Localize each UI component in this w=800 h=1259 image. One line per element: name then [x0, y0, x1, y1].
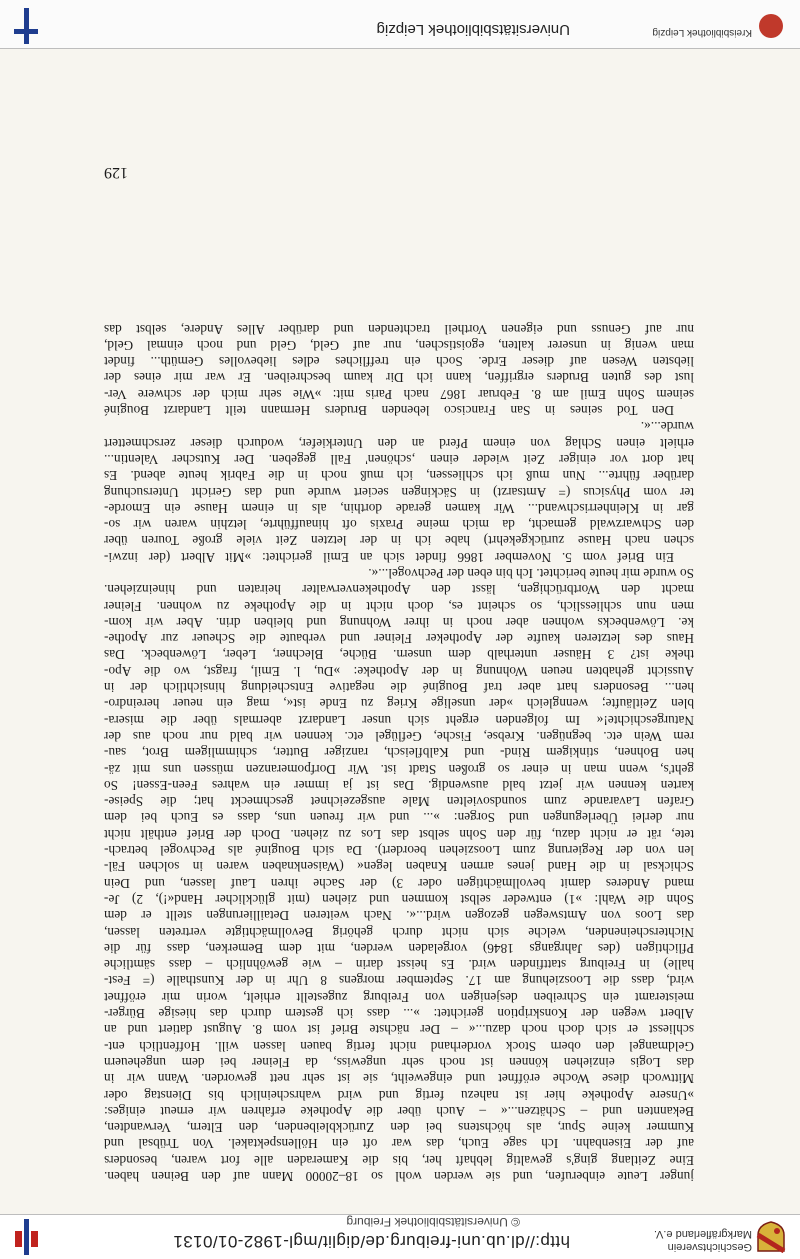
library-logo-icon [12, 8, 40, 44]
text-line: gar in Kleinherrischwand... Wir kamen gerade dorthin, als in einem Hause ein Emorde- [104, 500, 694, 516]
text-line: darüber führte... Nun muß ich schliessen, ich muß noch in die Fabrik heute abend. Es [104, 468, 694, 484]
text-line: Pflichtigen (des Jahrgangs 1846) vorgeladen werden, mit dem Bemerken, dass für die [104, 940, 694, 956]
text-line: karten kennen wir jetzt bald auswendig. Das ist ja immer ein wahres Feen-Essen! So [104, 777, 694, 793]
text-line: ter vom Physicus (= Amtsarzt) in Säckingen seciert wurde und das Gericht Untersuchung [104, 484, 694, 500]
text-line: Bekannten und – Schätzen...« – Auch über die Apotheke erfahren wir erneut einiges: [104, 1103, 694, 1119]
text-line: halle) in Freiburg stattfinden wird. Es heisst darin – wie gewöhnlich – dass sämtliche [104, 957, 694, 973]
header-left-label: Kreisbibliothek Leipzig [652, 27, 752, 38]
text-line: men nun schliesslich, so scheint es, doch nicht in die Apotheke zu wohnen. Fleiner [104, 598, 694, 614]
text-line: seinem Sohn Emil am 8. Februar 1867 nach Paris mit: »Wie sehr mich der schwere Ver- [104, 386, 694, 402]
text-line: man wenig in unserer kalten, egoistischen, nur auf Geld, Geld und noch einmal Geld, [104, 337, 694, 353]
text-line: Mittwoch diese Woche eröffnet und eingeweiht, sie ist sehr nett geworden. Wann wir in [104, 1071, 694, 1087]
text-line: nur auf Genuss und eigenen Vortheil trachtenden und darüber Alles Andere, selbst das [104, 321, 694, 337]
text-line: tete, rät er nicht dazu, für den Sohn selbst das Los zu ziehen. Doch der Brief enthält nicht [104, 826, 694, 842]
society-crest-icon [756, 1221, 786, 1253]
text-line: hat dort vor einiger Zeit wieder einen ‚schönen' Fall gegeben. Der Kutscher Valentin... [104, 451, 694, 467]
document-body [104, 320, 694, 1184]
text-line: So wurde mir heute berichtet. Ich bin eben der Pechvogel...«. [368, 566, 694, 582]
text-line: Ein Brief vom 5. November 1866 findet sich an Emil gerichtet: »Mit Albert (der inzwi- [104, 549, 674, 565]
library-label: Universitätsbibliothek Leipzig [376, 21, 570, 38]
text-line: lust des guten Bruders ergriffen, kann ich Dir kaum beschreiben. Er war mir eines der [104, 370, 694, 386]
text-line: wurde...«. [640, 419, 694, 435]
text-line: Kummer keine Spur, als höchstens bei den Zurückbleibenden, den Eltern, Verwandten, [104, 1120, 694, 1136]
text-line: hen... Besonders hart aber traf Bouginé die negative Entscheidung hinsichtlich der in [104, 680, 694, 696]
text-line: Albert wegen der Konskription gerichtet: »... dass ich gestern durch das hiesige Bürger- [104, 1006, 694, 1022]
text-line: geht's, wenn man in einer so großen Stadt ist. Wir Dorfpomeranzen müssen uns mit zä- [104, 761, 694, 777]
text-line: Grafen Lavarande zum soundsovielten Male ausgezeichnet geschmeckt hat; die Speise- [104, 794, 694, 810]
text-line: Eine Zeitlang ging's gewaltig lebhaft her, bis die Kameraden alle fort waren, besonders [104, 1152, 694, 1168]
text-line: macht den Wortbrüchigen, lässt den Apothekenverwalter heiraten und hineinziehen. [104, 582, 694, 598]
text-line: Aussicht gehabten neuen Wohnung in der Apotheke: »Du, l. Emil, fragst, wo die Apo- [104, 663, 694, 679]
crest-icon [756, 10, 786, 42]
text-line: schliesst er sich doch noch dazu...« – Der nächste Brief ist vom 8. August datiert und an [104, 1022, 694, 1038]
text-line: mand Anderes damit bevollmächtigen oder 3) der Sache ihren Lauf lassen, und Dein [104, 875, 694, 891]
text-line: theke ist? 3 Häuser unterhalb dem unsern. Büche, Blechner, Leber, Löwenbeck. Das [104, 647, 694, 663]
text-line: Nichterscheinenden, welche sich nicht durch gehörig Bevollmächtigte vertreten lassen, [104, 924, 694, 940]
text-line: blen Zeitläufte; wenngleich »der unselige Krieg zu Ende ist«, mag ein neuer hereindro- [104, 696, 694, 712]
text-line: das Logis einziehen können ist noch sehr ungewiss, da Fleiner bei dem ungeheuern [104, 1054, 694, 1070]
text-line: Naturgeschichte!« Im folgenden ergeht sich unser Landarzt abermals über die misera- [104, 712, 694, 728]
bottom-watermark-bar [0, 0, 800, 49]
text-line: auf der Eisenbahn. Ich sage Euch, das war oft ein Höllenspektakel. Von Trübsal und [104, 1136, 694, 1152]
text-line: Schicksal in die Hand jenes armen Knaben legen« (Waisenknaben waren in solchen Fäl- [104, 859, 694, 875]
copyright-notice: © Universitätsbibliothek Freiburg [346, 1215, 520, 1229]
society-label: Geschichtsverein Markgräflerland e.V. [653, 1228, 752, 1253]
text-line: junger Leute einberufen, und sie werden wohl so 18–20000 Mann auf den Beinen haben. [104, 1169, 694, 1184]
document-url[interactable]: http://dl.ub.uni-freiburg.de/diglit/mgl-1982-01/0131 [173, 1232, 570, 1251]
text-line: rem Wein etc. begnügen. Krebse, Fische, Geflügel etc. kennen wir bald nur noch aus der [104, 728, 694, 744]
text-line: liebsten Wesen auf dieser Erde. Soch ein treffliches edles liebevolles Gemüth... findet [104, 354, 694, 370]
text-line: meisteramt ein Schreiben desjenigen von Freiburg zugestellt erhielt, worin mir eröffnet [104, 989, 694, 1005]
university-logo-icon [12, 1219, 40, 1255]
text-line: Sohn die Wahl: »1) entweder selbst kommen und ziehen (mit glücklicher Hand«!), 2) Je- [104, 891, 694, 907]
text-line: wird, dass die Loosziehung am 17. September morgens 8 Uhr in der Kunsthalle (= Fest- [104, 973, 694, 989]
text-line: schen nach Hause zurückgekehrt) habe ich in der letzten Zeit viele große Touren über [104, 533, 694, 549]
text-line: ke. Löwenbecks wohnen aber noch in ihrer Wohnung und bleiben drin. Aber wir kom- [104, 614, 694, 630]
text-line: len von der Regierung zum Loosziehen beordert). Da sich Bouginé als Pechvogel betrach- [104, 843, 694, 859]
text-line: Geldmangel den obern Stock vorderhand nicht fertig bauen lassen will. Hoffentlich ent- [104, 1038, 694, 1054]
text-line: das Loos von Amtswegen gezogen wird...«. Nach weiteren Detaillierungen stellt er dem [104, 908, 694, 924]
text-line: »Unsere Apotheke hier ist nahezu fertig und wird wahrscheinlich bis Dienstag oder [104, 1087, 694, 1103]
text-line: den Schwarzwald gemacht, da mich meine Praxis oft hinaufführte, letzhin waren wir so- [104, 517, 694, 533]
text-line: nur derlei Überlegungen und Sorgen: »... und wir freuen uns, dass es Euch bei dem [104, 810, 694, 826]
top-watermark-bar [0, 1214, 800, 1259]
text-line: Den Tod seines in San Francisco lebenden Bruders Hermann teilt Landarzt Bouginé [104, 403, 674, 419]
text-line: erhielt einen Schlag von einem Pferd an den Unterkiefer, wodurch dieser zerschmettert [104, 435, 694, 451]
text-line: hen Bohnen, stinkigem Rind- und Kalbfleisch, ranziger Butter, schimmligem Brot, sau- [104, 745, 694, 761]
text-line: Haus des letzteren kaufte der Apotheker Fleiner und verbaute die Scheuer zur Apothe- [104, 631, 694, 647]
page-number: 129 [104, 164, 128, 181]
